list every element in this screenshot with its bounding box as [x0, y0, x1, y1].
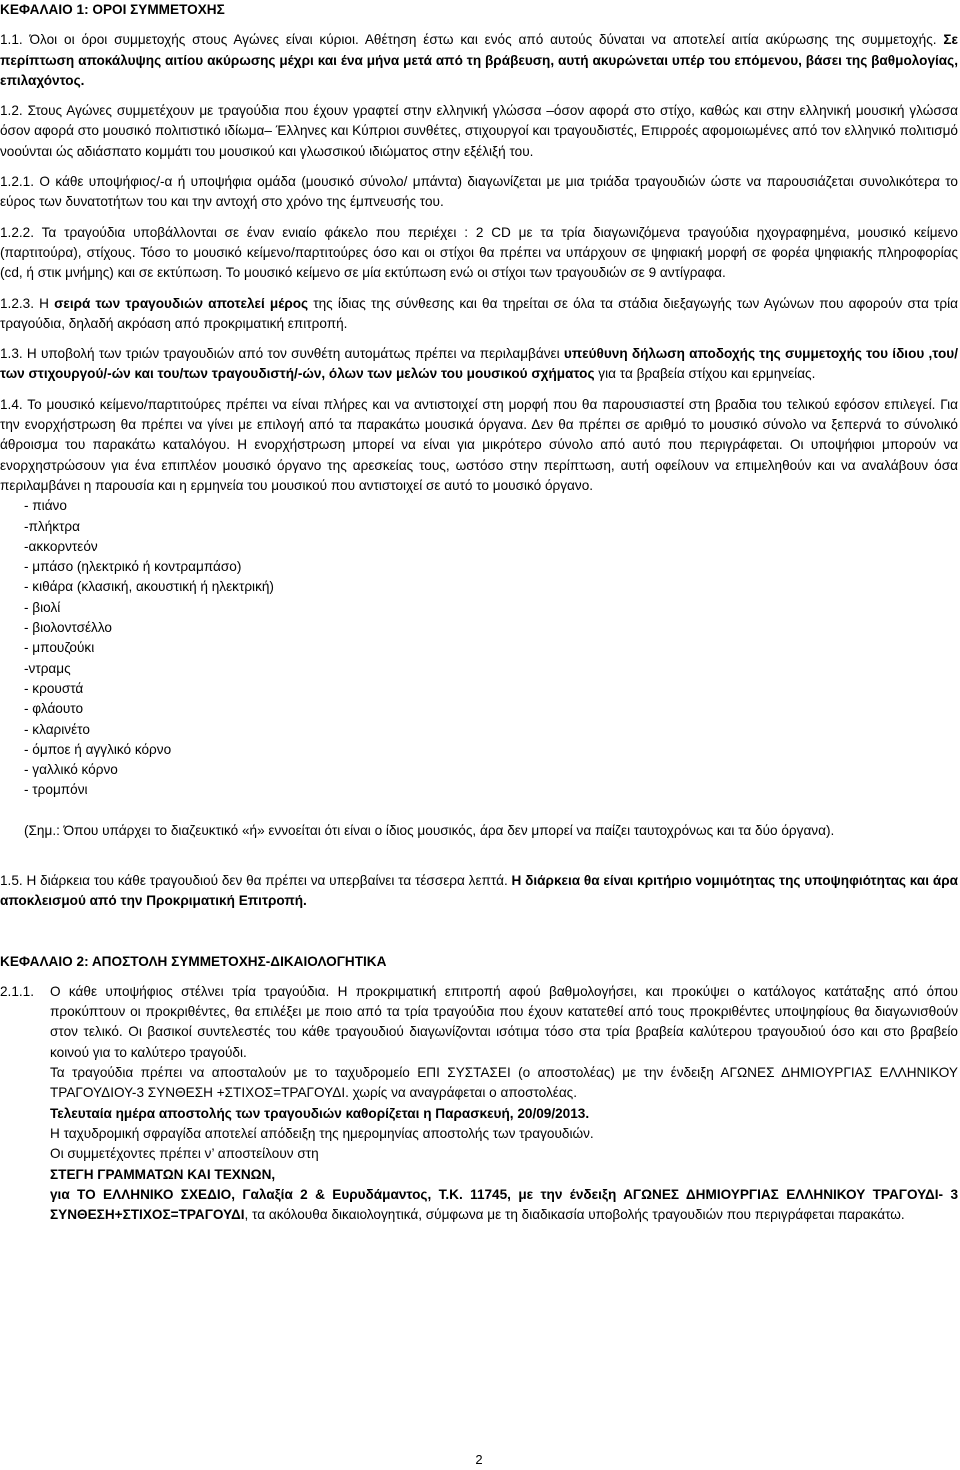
list-item: - μπουζούκι	[24, 640, 95, 656]
list-item: - κιθάρα (κλασική, ακουστική ή ηλεκτρική)	[24, 579, 274, 595]
section-1-3-rest: για τα βραβεία στίχου και ερμηνείας.	[594, 366, 816, 382]
paragraph-evaluation: Ο κάθε υποψήφιος στέλνει τρία τραγούδια. Η προκριματική επιτροπή αφού βαθμολογήσει, και προκύψει ο κατάλογος κατάταξης από όπου προκύπτουν οι προκριθέντες, θα επιλέξει με ποιο από τα τρία τραγούδια που έχουν κατατεθεί από τους προκριθέντες υποψηφίους θα διαγωνισθούν στον τελικό. Οι βασικοί συντελεστές του κάθε τραγουδιού διαγωνίζονται ισότιμα τόσο στα τρία βραβεία καλύτερου τραγουδιού όσο και στο βραβείο κοινού για το καλύτερο τραγούδι.	[50, 983, 958, 1060]
section-1-2-3-bold: σειρά των τραγουδιών αποτελεί μέρος	[54, 295, 309, 311]
paragraph-deadline: Τελευταία ημέρα αποστολής των τραγουδιών καθορίζεται η Παρασκευή, 20/09/2013.	[50, 1105, 590, 1121]
list-item: - πιάνο	[24, 498, 67, 514]
address-2-bold: για ΤΟ ΕΛΛΗΝΙΚΟ ΣΧΕΔΙΟ, Γαλαξία 2 & Ευρυδάμαντος, Τ.Κ. 11745, με την ένδειξη ΑΓΩΝΕΣ ΔΗΜΙΟΥΡΓΙΑΣ ΕΛΛΗΝΙΚΟΥ ΤΡΑΓΟΥΔΙ- 3 ΣΥΝΘΕΣΗ+ΣΤΙΧΟΣ=ΤΡΑΓΟΥΔΙ	[50, 1186, 958, 1223]
list-item: - όμποε ή αγγλικό κόρνο	[24, 741, 172, 757]
list-item: - βιολοντσέλλο	[24, 620, 112, 636]
list-item: - κλαρινέτο	[24, 721, 90, 737]
list-item: - τρομπόνι	[24, 782, 88, 798]
section-1-5	[0, 871, 958, 912]
section-1-5-lead: 1.5. Η διάρκεια του κάθε τραγουδιού δεν θα πρέπει να υπερβαίνει τα τέσσερα λεπτά.	[0, 872, 512, 888]
address-2-rest: , τα ακόλουθα δικαιολογητικά, σύμφωνα με τη διαδικασία υποβολής τραγουδιών που περιγράφεται παρακάτω.	[244, 1207, 905, 1223]
list-item: -ακκορντεόν	[24, 538, 98, 554]
list-item: -ντραμς	[24, 660, 71, 676]
section-1-2-3-lead: 1.2.3. Η	[0, 295, 55, 311]
instrument-note: (Σημ.: Όπου υπάρχει το διαζευκτικό «ή» εννοείται ότι είναι ο ίδιος μουσικός, άρα δεν μπορεί να παίζει ταυτοχρόνως και τα δύο όργανα).	[24, 822, 835, 838]
paragraph-address-2	[50, 1185, 958, 1226]
paragraph-postal: Τα τραγούδια πρέπει να αποσταλούν με το ταχυδρομείο ΕΠΙ ΣΥΣΤΑΣΕΙ (ο αποστολέας) με την ένδειξη ΑΓΩΝΕΣ ΔΗΜΙΟΥΡΓΙΑΣ ΕΛΛΗΝΙΚΟΥ ΤΡΑΓΟΥΔΙΟΥ-3 ΣΥΝΘΕΣΗ +ΣΤΙΧΟΣ=ΤΡΑΓΟΥΔΙ. χωρίς να αναγράφεται ο αποστολέας.	[50, 1065, 958, 1101]
section-1-3-bold: υπεύθυνη δήλωση αποδοχής της συμμετοχής του ίδιου ,του/των στιχουργού/-ών και του/των τραγουδιστή/-ών, όλων των μελών του μουσικού σχήματος	[0, 346, 958, 382]
section-2-1-1-number: 2.1.1.	[0, 983, 35, 999]
section-2-1-1-body	[50, 982, 958, 1226]
section-1-2: 1.2. Στους Αγώνες συμμετέχουν με τραγούδια που έχουν γραφτεί στην ελληνική γλώσσα –όσον αφορά στο στίχο, καθώς και στην ελληνική μουσική γλώσσα όσον αφορά στο μουσικό πολιτιστικό ιδίωμα– Έλληνες και Κύπριοι συνθέτες, στιχουργοί και τραγουδιστές, Επιρροές αφομοιωμένες από τον ελληνικό πολιτισμό νοούνται ώς αδιάσπατο κομμάτι του μουσικού και γλωσσικού ιδιώματος στην εξέλιξή του.	[0, 103, 958, 159]
paragraph-postmark: Η ταχυδρομική σφραγίδα αποτελεί απόδειξη της ημερομηνίας αποστολής των τραγουδιών.	[50, 1125, 594, 1141]
list-item: - φλάουτο	[24, 701, 84, 717]
section-1-1-bold: Σε περίπτωση αποκάλυψης αιτίου ακύρωσης μέχρι και ένα μήνα μετά από τη βράβευση, αυτή ακυρώνεται υπέρ του επόμενου, βάσει της βαθμολογίας, επιλαχόντος.	[0, 32, 958, 88]
instrument-list	[0, 496, 958, 841]
paragraph-address-1: ΣΤΕΓΗ ΓΡΑΜΜΑΤΩΝ ΚΑΙ ΤΕΧΝΩΝ,	[50, 1166, 276, 1182]
section-1-2-2: 1.2.2. Τα τραγούδια υποβάλλονται σε έναν ενιαίο φάκελο που περιέχει : 2 CD με τα τρία διαγωνιζόμενα τραγούδια ηχογραφημένα, μουσικό κείμενο (παρτιτούρα), στίχους. Τόσο το μουσικό κείμενο/παρτιτούρες όσο και οι στίχοι θα πρέπει να υπάρχουν σε ψηφιακή μορφή σε φορέα ψηφιακής πληροφορίας (cd, ή στικ μνήμης) και σε εκτύπωση. Το μουσικό κείμενο σε μία εκτύπωση ενώ οι στίχοι των τραγουδιών σε 9 αντίγραφα.	[0, 224, 958, 281]
section-1-3-lead: 1.3. Η υποβολή των τριών τραγουδιών από τον συνθέτη αυτομάτως πρέπει να περιλαμβάνει	[0, 346, 564, 362]
section-1-1-text: 1.1. Όλοι οι όροι συμμετοχής στους Αγώνες είναι κύριοι. Αθέτηση έστω και ενός από αυτούς δύναται να αποτελεί αιτία ακύρωσης της συμμετοχής.	[0, 32, 944, 48]
list-item: - μπάσο (ηλεκτρικό ή κοντραμπάσο)	[24, 559, 242, 575]
list-item: - βιολί	[24, 599, 61, 615]
section-1-3	[0, 344, 958, 385]
section-1-2-3	[0, 294, 958, 335]
paragraph-send-to: Οι συμμετέχοντες πρέπει ν’ αποστείλουν στη	[50, 1146, 319, 1162]
section-1-1	[0, 30, 958, 91]
chapter2-heading: ΚΕΦΑΛΑΙΟ 2: ΑΠΟΣΤΟΛΗ ΣΥΜΜΕΤΟΧΗΣ-ΔΙΚΑΙΟΛΟΓΗΤΙΚΑ	[0, 953, 387, 969]
list-item: -πλήκτρα	[24, 518, 81, 534]
section-2-1-1	[0, 982, 958, 1226]
section-1-4: 1.4. Το μουσικό κείμενο/παρτιτούρες πρέπει να είναι πλήρες και να αντιστοιχεί στη μορφή που θα παρουσιαστεί στη βραδια του τελικού εφόσον επιλεγεί. Για την ενορχήστρωση θα πρέπει να γίνει με επιλογή από τα παρακάτω μουσικά όργανα. Δεν θα πρέπει σε αριθμό το μουσικό σύνολο να ξεπερνά το σύνολικό άθροισμα του παρακάτω καταλόγου. Η ενορχήστρωση μπορεί να είναι για μικρότερο σύνολο από αυτό που περιγράφεται. Οι υποψήφιοι μπορούν να ενορχηστρώσουν για ένα επιπλέον μουσικό όργανο της αρεσκείας τους, ωστόσο στην περίπτωση, αυτή οφείλουν να επιμεληθούν και να αναλάβουν όσα περιλαμβάνει η παρουσία και η ερμηνεία του μουσικού που αντιστοιχεί σε αυτό το μουσικό όργανο.	[0, 396, 958, 493]
page-number: 2	[475, 1452, 483, 1467]
list-item: - γαλλικό κόρνο	[24, 762, 118, 778]
section-1-2-3-rest: της ίδιας της σύνθεσης και θα τηρείται σε όλα τα στάδια διεξαγωγής των Αγώνων που αφορούν στα τρία τραγούδια, δηλαδή ακρόαση από προκριματική επιτροπή.	[0, 295, 958, 331]
section-1-2-1: 1.2.1. Ο κάθε υποψήφιος/-α ή υποψήφια ομάδα (μουσικό σύνολο/ μπάντα) διαγωνίζεται με μια τριάδα τραγουδιών ώστε να παρουσιάζεται συνολικότερα το εύρος των δυνατοτήτων του και την αντοχή στο χρόνο της έμπνευσής του.	[0, 174, 958, 210]
chapter1-heading: ΚΕΦΑΛΑΙΟ 1: ΟΡΟΙ ΣΥΜΜΕΤΟΧΗΣ	[0, 2, 225, 17]
list-item: - κρουστά	[24, 680, 84, 696]
section-1-5-bold: Η διάρκεια θα είναι κριτήριο νομιμότητας της υποψηφιότητας και άρα αποκλεισμού από την Προκριματική Επιτροπή.	[0, 872, 958, 909]
